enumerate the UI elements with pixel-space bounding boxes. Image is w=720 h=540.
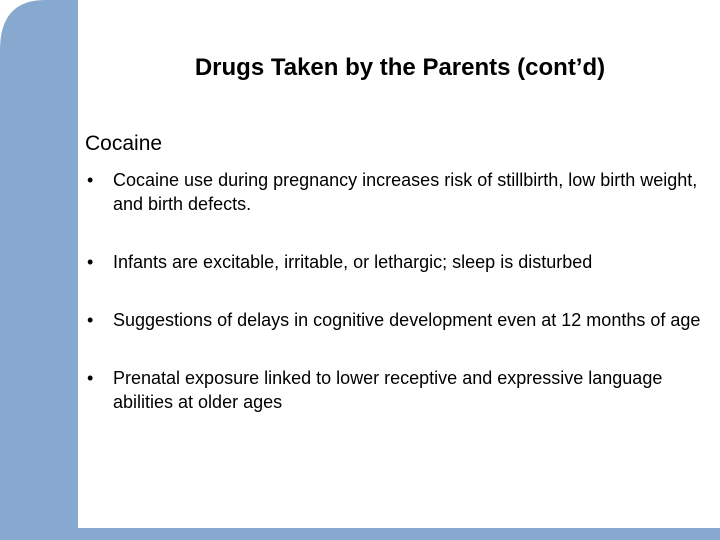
section-heading: Cocaine xyxy=(85,132,163,155)
bullet-item xyxy=(85,168,710,216)
bullet-list xyxy=(85,168,710,414)
bullet-item xyxy=(85,366,710,414)
bullet-text: Prenatal exposure linked to lower receptive and expressive language abilities at older ages xyxy=(113,368,663,412)
bullet-text: Infants are excitable, irritable, or lethargic; sleep is disturbed xyxy=(113,252,593,272)
slide-content xyxy=(85,130,710,448)
bullet-icon: • xyxy=(87,368,94,388)
bullet-item xyxy=(85,250,710,274)
bullet-text: Suggestions of delays in cognitive development even at 12 months of age xyxy=(113,310,701,330)
bullet-icon: • xyxy=(87,170,94,190)
bullet-icon: • xyxy=(87,310,94,330)
slide-title: Drugs Taken by the Parents (cont’d) xyxy=(194,54,606,81)
bullet-icon: • xyxy=(87,252,94,272)
bullet-text: Cocaine use during pregnancy increases risk of stillbirth, low birth weight, and birth defects. xyxy=(113,170,698,214)
bullet-item xyxy=(85,308,710,332)
